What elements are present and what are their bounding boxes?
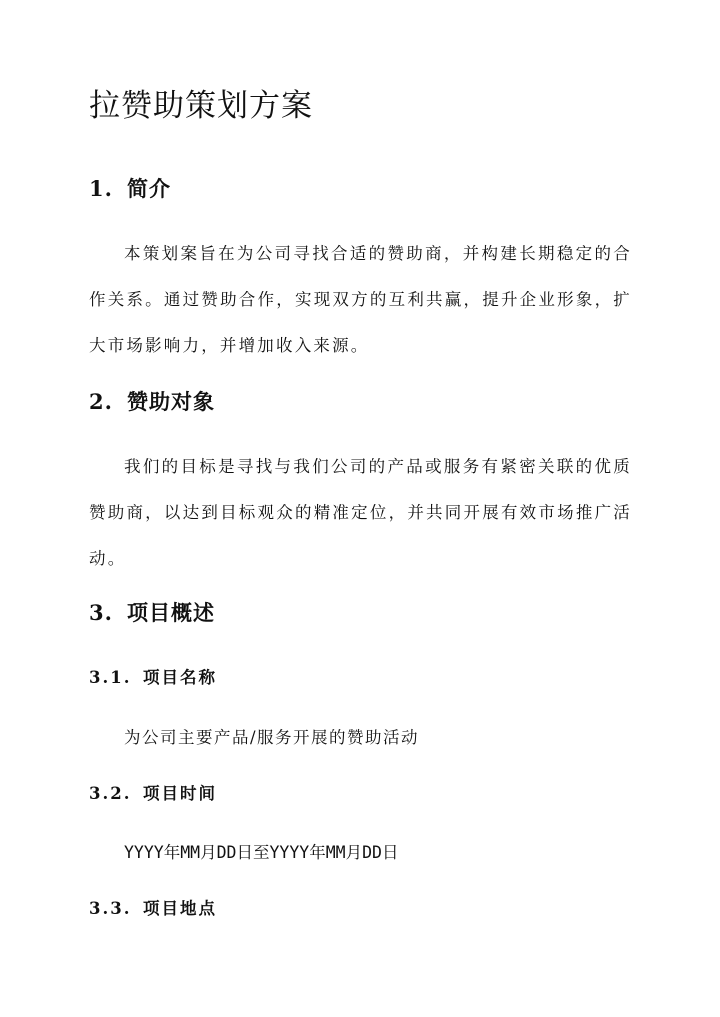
section-number: 1. — [89, 176, 113, 201]
section-number: 2. — [89, 389, 113, 414]
subsection-number: 3.2. — [89, 784, 132, 803]
subsection-title: 项目地点 — [143, 899, 217, 918]
section-title: 项目概述 — [127, 600, 215, 625]
section-heading-sponsor-target — [89, 387, 215, 417]
document-title: 拉赞助策划方案 — [89, 88, 313, 124]
subsection-title: 项目名称 — [143, 668, 217, 687]
subsection-heading-project-time — [89, 782, 217, 806]
section-body-sponsor-target: 我们的目标是寻找与我们公司的产品或服务有紧密关联的优质赞助商，以达到目标观众的精准定位，并共同开展有效市场推广活动。 — [89, 457, 632, 568]
subsection-body-project-name: 为公司主要产品/服务开展的赞助活动 — [124, 728, 420, 747]
subsection-heading-project-name — [89, 666, 217, 690]
subsection-body-project-time: YYYY年MM月DD日至YYYY年MM月DD日 — [124, 843, 399, 862]
section-title: 简介 — [127, 176, 171, 201]
section-body-intro: 本策划案旨在为公司寻找合适的赞助商，并构建长期稳定的合作关系。通过赞助合作，实现双方的互利共赢，提升企业形象，扩大市场影响力，并增加收入来源。 — [89, 244, 632, 355]
section-heading-intro — [89, 174, 171, 204]
section-heading-project-overview — [89, 598, 215, 628]
section-title: 赞助对象 — [127, 389, 215, 414]
subsection-heading-project-location — [89, 897, 217, 921]
section-number: 3. — [89, 600, 113, 625]
subsection-number: 3.3. — [89, 899, 132, 918]
subsection-number: 3.1. — [89, 668, 132, 687]
subsection-title: 项目时间 — [143, 784, 217, 803]
